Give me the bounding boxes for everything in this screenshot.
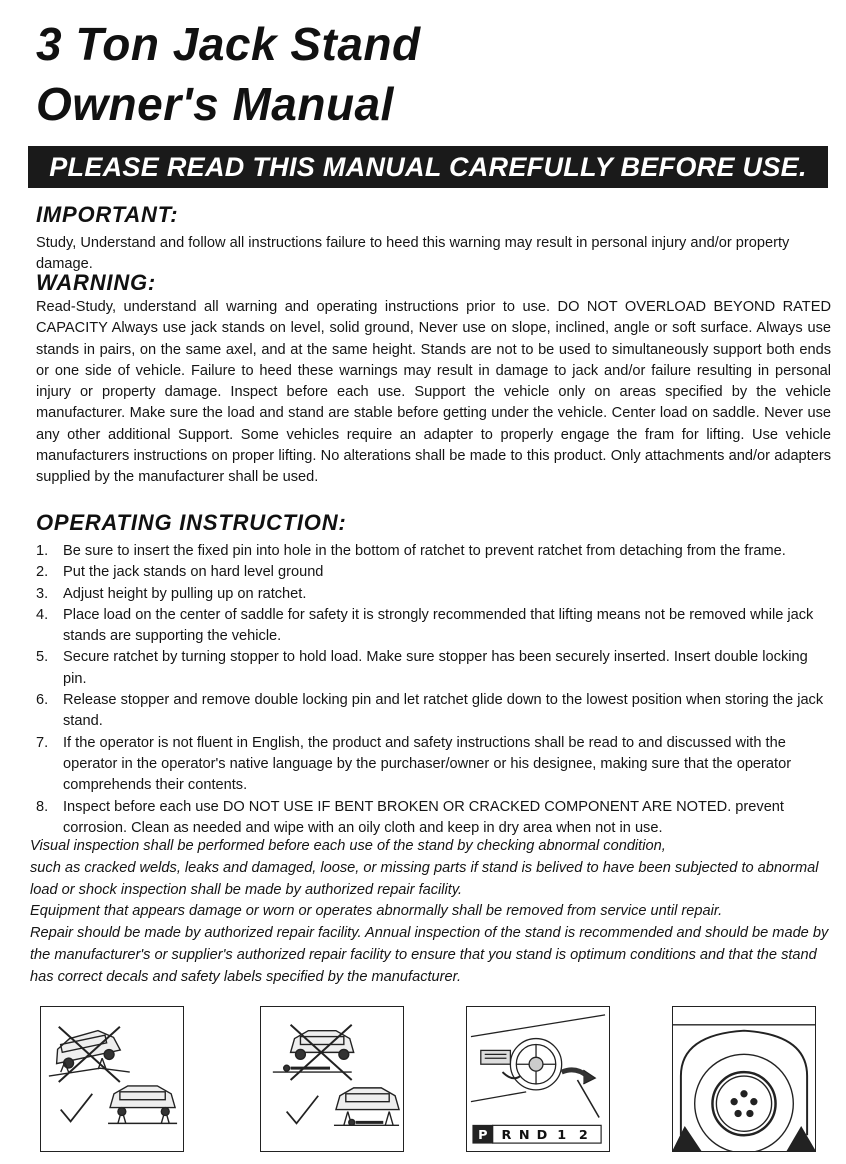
instruction-number: 4. (36, 606, 49, 623)
figure-level-ground (40, 1006, 184, 1152)
instruction-item (36, 690, 831, 733)
important-text: Study, Understand and follow all instructions failure to heed this warning may result in personal injury and/or property damage. (36, 235, 790, 273)
instruction-text: Secure ratchet by turning stopper to hold load. Make sure stopper has been securely inserted. Insert double locking pin. (63, 649, 808, 687)
inspection-line: such as cracked welds, leaks and damaged, loose, or missing parts if stand is belived to have been subjected to abnormal (30, 859, 819, 876)
figure-wheel (672, 1006, 816, 1152)
inspection-notes (30, 836, 830, 989)
operating-instruction-list (36, 541, 831, 839)
inspection-line: Repair should be made by authorized repair facility. Annual inspection of the stand is recommended and should be made by (30, 925, 829, 942)
instruction-number: 5. (36, 649, 49, 666)
instruction-text: Place load on the center of saddle for safety it is strongly recommended that lifting means not be removed while jack stands are supporting the vehicle. (63, 606, 814, 645)
instruction-item (36, 562, 831, 583)
instruction-number: 7. (36, 734, 49, 751)
instruction-number: 3. (36, 585, 49, 602)
instruction-item (36, 733, 831, 797)
instruction-item (36, 605, 831, 648)
important-heading: IMPORTANT: (36, 202, 179, 227)
inspection-line: load or shock inspection shall be made by authorized repair facility. (30, 881, 463, 898)
gear-label-2: 2 (578, 1128, 588, 1144)
instruction-item (36, 797, 831, 840)
inspection-line: Visual inspection shall be performed before each use of the stand by checking abnormal condition, (30, 838, 666, 854)
warning-text: Read-Study, understand all warning and operating instructions prior to use. DO NOT OVERLOAD BEYOND RATED CAPACITY Always use jack stands on level, solid ground, Never use on slope, inclined, angle or soft surface. Always use stands in pairs, on the same axel, and at the same height. Stands are not to be used to simultaneously support both ends or one side of vehicle. Failure to heed these warnings may result in damage to jack and/or failure resulting in personal injury or property damage. Inspect before each use. Support the vehicle only on areas specified by the vehicle manufacturer. Make sure the load and stand are stable before getting under the vehicle. Center load on saddle. Never use any other additional Support. Some vehicles require an adapter to properly engage the fram for lifting. Use vehicle manufacturers instructions on proper lifting. No alterations shall be made to this product. Only attachments and/or adapters supplied by the manufacturer shall be used. (36, 299, 831, 486)
instruction-text: Adjust height by pulling up on ratchet. (63, 585, 307, 602)
gear-label-1: 1 (557, 1128, 567, 1144)
instruction-number: 1. (36, 543, 49, 559)
gear-label-N: N (518, 1128, 530, 1144)
warning-heading: WARNING: (36, 270, 157, 295)
instruction-text: Release stopper and remove double locking pin and let ratchet glide down to the lowest position when storing the jack stand. (63, 692, 824, 730)
instruction-text: If the operator is not fluent in English, the product and safety instructions shall be read to and discussed with the operator in the operator's native language by the purchaser/owner or his designee, making sure that the operator comprehends their contents. (63, 734, 792, 794)
title-line-1: 3 Ton Jack Stand (36, 18, 421, 70)
instruction-text: Be sure to insert the fixed pin into hole in the bottom of ratchet to prevent ratchet from detaching from the frame. (63, 543, 786, 559)
inspection-line: Equipment that appears damage or worn or operates abnormally shall be removed from service until repair. (30, 903, 723, 920)
instruction-item (36, 541, 831, 562)
read-manual-banner: PLEASE READ THIS MANUAL CAREFULLY BEFORE USE. (28, 146, 828, 188)
instruction-item (36, 584, 831, 605)
inspection-line: the manufacturer's or supplier's authorized repair facility to ensure that you stand is optimum conditions and that the stand (30, 946, 817, 963)
instruction-item (36, 647, 831, 690)
instruction-number: 2. (36, 564, 49, 581)
figure-park-gear (466, 1006, 610, 1152)
dashboard-shifter-illustration (467, 1007, 609, 1151)
operating-heading: OPERATING INSTRUCTION: (36, 510, 347, 535)
gear-label-P: P (478, 1128, 488, 1144)
gear-label-R: R (501, 1128, 512, 1144)
car-on-stands-illustration (41, 1007, 183, 1151)
inspection-line: has correct decals and safety labels specified by the manufacturer. (30, 968, 462, 985)
person-under-car-illustration (261, 1007, 403, 1151)
gear-label-D: D (536, 1128, 548, 1144)
instruction-number: 6. (36, 692, 49, 709)
instruction-text: Inspect before each use DO NOT USE IF BENT BROKEN OR CRACKED COMPONENT ARE NOTED. prevent corrosion. Clean as needed and wipe with an oily cloth and keep in dry area when not in use. (63, 798, 784, 836)
instruction-text: Put the jack stands on hard level ground (63, 564, 324, 581)
figure-support-vehicle (260, 1006, 404, 1152)
wheel-illustration (673, 1007, 815, 1151)
title-line-2: Owner's Manual (36, 78, 394, 130)
instruction-number: 8. (36, 798, 49, 815)
